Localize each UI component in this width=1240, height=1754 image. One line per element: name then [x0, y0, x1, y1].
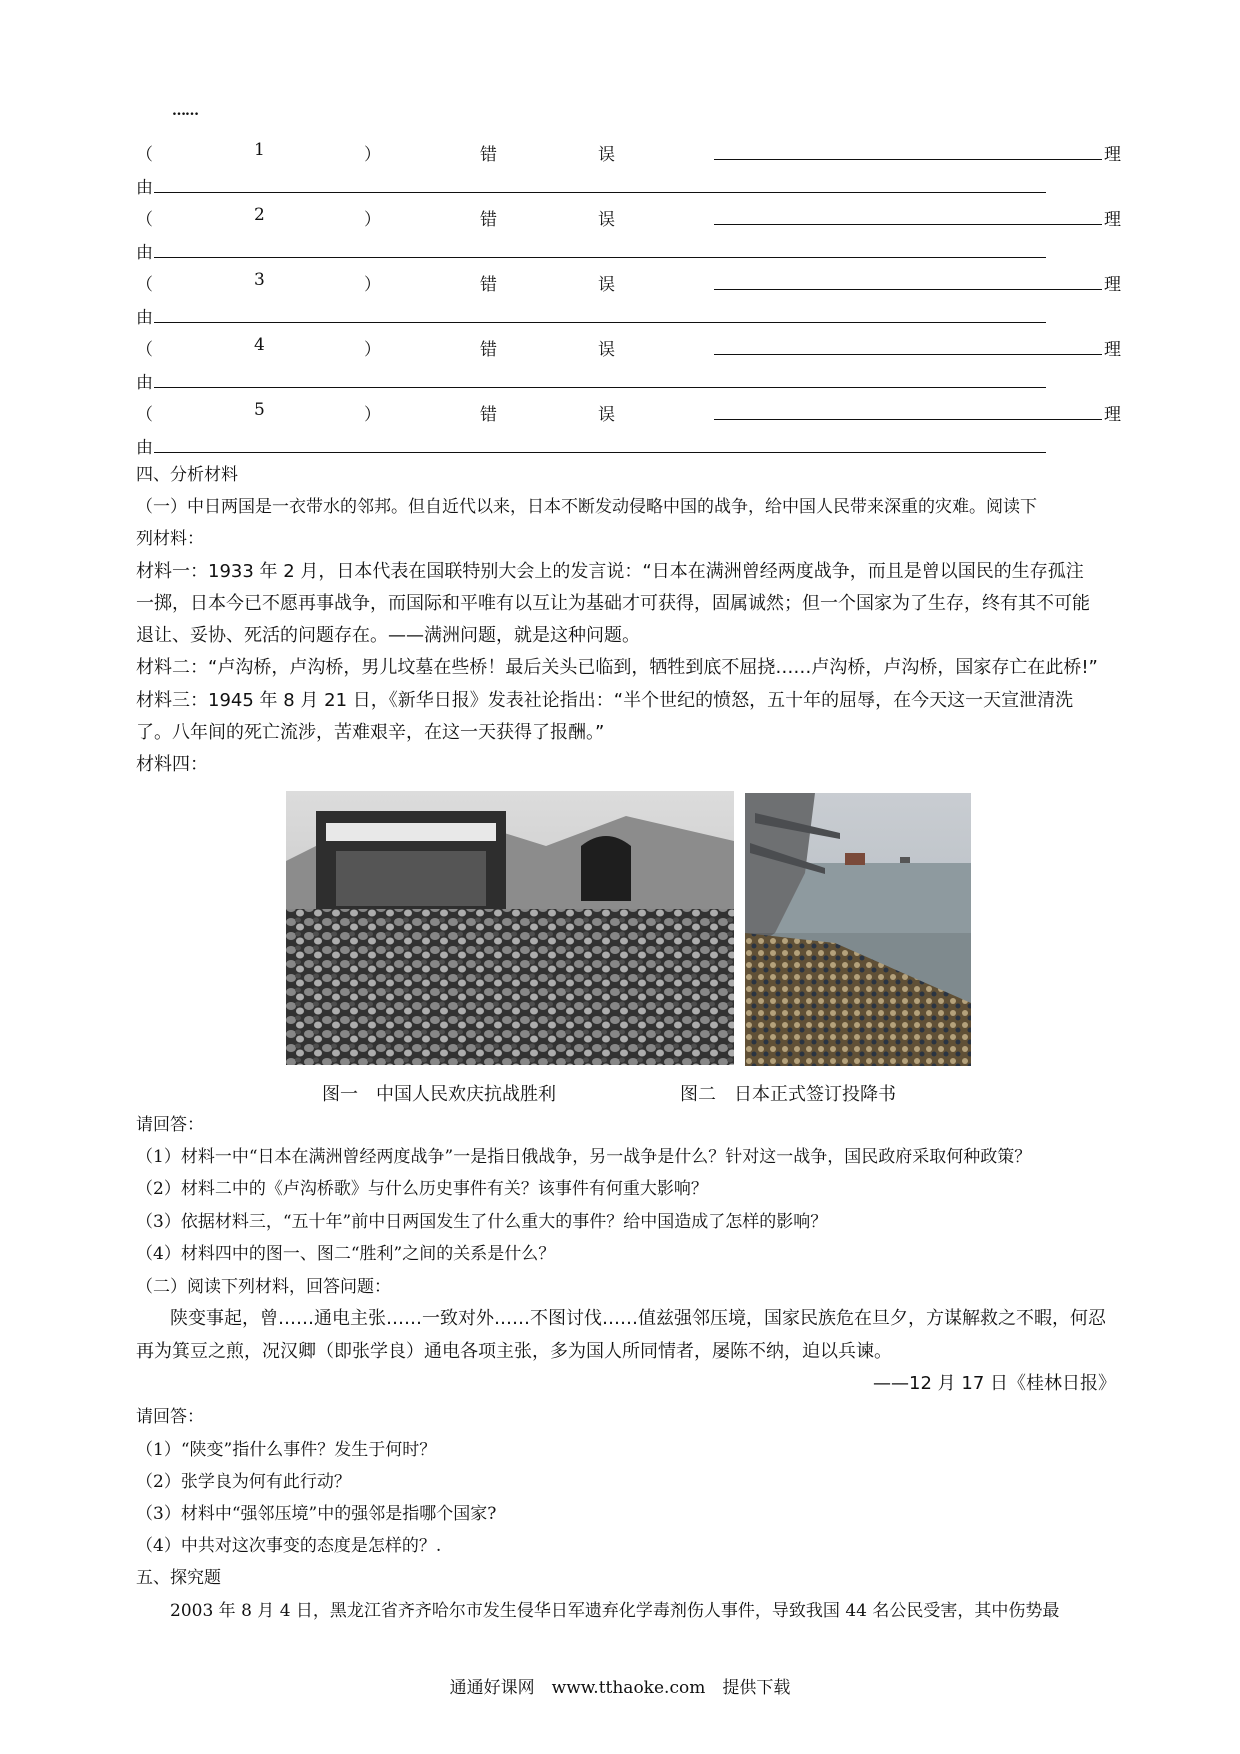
reason-blank-line[interactable] — [154, 387, 1046, 388]
answer-row-w2: 误 — [598, 145, 615, 165]
celebration-photo — [286, 791, 734, 1065]
answer-row-open: （ — [136, 145, 153, 165]
answer-row — [136, 140, 1122, 170]
answer-row-open: （ — [136, 405, 153, 425]
answer-row-open: （ — [136, 275, 153, 295]
answer-row-w1: 错 — [480, 210, 497, 230]
reason-label: 由 — [136, 438, 153, 458]
ellipsis-mark: …… — [172, 103, 198, 119]
answer-row-li: 理 — [1104, 275, 1121, 295]
answer-row-open: （ — [136, 210, 153, 230]
reason-blank-line[interactable] — [154, 322, 1046, 323]
answer-row-num: 3 — [254, 270, 265, 290]
answer-blank-line[interactable] — [714, 354, 1102, 355]
answer-blank-line[interactable] — [714, 289, 1102, 290]
reason-blank-line[interactable] — [154, 257, 1046, 258]
question-4b-3: （3）材料中“强邻压境”中的强邻是指哪个国家? — [136, 1504, 497, 1524]
answer-row — [136, 270, 1122, 300]
answer-prompt-1: 请回答： — [136, 1115, 204, 1135]
material1-line2: 一掷，日本今已不愿再事战争，而国际和平唯有以互让为基础才可获得，固属诚然；但一个国家为了生存，终有其不可能 — [136, 593, 1090, 614]
reason-label: 由 — [136, 178, 153, 198]
reason-label: 由 — [136, 243, 153, 263]
material2: 材料二：“卢沟桥，卢沟桥，男儿坟墓在些桥！最后关头已临到，牺牲到底不屈挠……卢沟桥，卢沟桥，国家存亡在此桥!” — [136, 657, 1098, 678]
material3-line2: 了。八年间的死亡流涉，苦难艰辛，在这一天获得了报酬。” — [136, 722, 605, 743]
shaanxi-material-line1: 陕变事起，曾……通电主张……一致对外……不图讨伐……值兹强邻压境，国家民族危在旦夕，方谋解救之不暇，何忍 — [170, 1308, 1106, 1329]
question-4b-4: （4）中共对这次事变的态度是怎样的？. — [136, 1536, 442, 1556]
footer-credit: 通通好课网 www.tthaoke.com 提供下载 — [449, 1678, 791, 1698]
answer-row-w2: 误 — [598, 340, 615, 360]
answer-blank-line[interactable] — [714, 419, 1102, 420]
question-4b-2: （2）张学良为何有此行动？ — [136, 1472, 351, 1492]
answer-row-w1: 错 — [480, 275, 497, 295]
reason-label: 由 — [136, 308, 153, 328]
section4-intro-line1: （一）中日两国是一衣带水的邻邦。但自近代以来，日本不断发动侵略中国的战争，给中国人民带来深重的灾难。阅读下 — [136, 497, 1037, 517]
material-source: ——12 月 17 日《桂林日报》 — [873, 1373, 1116, 1394]
reason-row — [136, 173, 1122, 203]
material1-line1: 材料一：1933 年 2 月，日本代表在国联特别大会上的发言说：“日本在满洲曾经两度战争，而且是曾以国民的生存孤注 — [136, 561, 1084, 582]
answer-row-close: ） — [364, 340, 381, 360]
answer-row-num: 2 — [254, 205, 265, 225]
reason-row — [136, 433, 1122, 463]
answer-row-open: （ — [136, 340, 153, 360]
answer-row — [136, 400, 1122, 430]
reason-label: 由 — [136, 373, 153, 393]
reason-blank-line[interactable] — [154, 452, 1046, 453]
answer-row-close: ） — [364, 275, 381, 295]
material3-line1: 材料三：1945 年 8 月 21 日，《新华日报》发表社论指出：“半个世纪的愤怒，五十年的屈辱，在今天这一天宣泄清洗 — [136, 690, 1074, 711]
answer-row-li: 理 — [1104, 405, 1121, 425]
reason-row — [136, 368, 1122, 398]
answer-row-num: 4 — [254, 335, 265, 355]
answer-row — [136, 335, 1122, 365]
photo2-caption: 图二 日本正式签订投降书 — [680, 1084, 896, 1105]
section4b-heading: （二）阅读下列材料，回答问题： — [136, 1277, 391, 1297]
reason-row — [136, 238, 1122, 268]
surrender-ceremony-photo — [745, 793, 971, 1066]
answer-row-num: 5 — [254, 400, 265, 420]
section5-heading: 五、探究题 — [136, 1568, 221, 1588]
answer-blank-line[interactable] — [714, 159, 1102, 160]
reason-row — [136, 303, 1122, 333]
reason-blank-line[interactable] — [154, 192, 1046, 193]
answer-row-li: 理 — [1104, 145, 1121, 165]
answer-row-w1: 错 — [480, 145, 497, 165]
answer-row — [136, 205, 1122, 235]
question-4-2: （2）材料二中的《卢沟桥歌》与什么历史事件有关？该事件有何重大影响？ — [136, 1179, 708, 1199]
answer-row-w2: 误 — [598, 210, 615, 230]
question-4-1: （1）材料一中“日本在满洲曾经两度战争”一是指日俄战争，另一战争是什么？针对这一战争，国民政府采取何种政策？ — [136, 1147, 1032, 1167]
section4-intro-line2: 列材料： — [136, 529, 204, 549]
answer-prompt-2: 请回答： — [136, 1407, 204, 1427]
photo1-caption: 图一 中国人民欢庆抗战胜利 — [322, 1084, 556, 1105]
question-4-3: （3）依据材料三，“五十年”前中日两国发生了什么重大的事件？给中国造成了怎样的影响？ — [136, 1212, 828, 1232]
question-4b-1: （1）“陕变”指什么事件？发生于何时？ — [136, 1440, 437, 1460]
answer-row-w1: 错 — [480, 340, 497, 360]
material4-label: 材料四： — [136, 754, 208, 775]
shaanxi-material-line2: 再为箕豆之煎，况汉卿（即张学良）通电各项主张，多为国人所同情者，屡陈不纳，迫以兵谏。 — [136, 1341, 892, 1362]
answer-row-w2: 误 — [598, 275, 615, 295]
answer-row-li: 理 — [1104, 210, 1121, 230]
answer-row-close: ） — [364, 210, 381, 230]
material1-line3: 退让、妥协、死活的问题存在。——满洲问题，就是这种问题。 — [136, 625, 640, 646]
answer-row-li: 理 — [1104, 340, 1121, 360]
question-4-4: （4）材料四中的图一、图二“胜利”之间的关系是什么？ — [136, 1244, 556, 1264]
answer-row-w2: 误 — [598, 405, 615, 425]
answer-blank-line[interactable] — [714, 224, 1102, 225]
section4-heading: 四、分析材料 — [136, 465, 238, 485]
answer-row-close: ） — [364, 405, 381, 425]
section5-paragraph: 2003 年 8 月 4 日，黑龙江省齐齐哈尔市发生侵华日军遗弃化学毒剂伤人事件，导致我国 44 名公民受害，其中伤势最 — [170, 1601, 1060, 1621]
answer-row-close: ） — [364, 145, 381, 165]
answer-row-num: 1 — [254, 140, 265, 160]
answer-row-w1: 错 — [480, 405, 497, 425]
